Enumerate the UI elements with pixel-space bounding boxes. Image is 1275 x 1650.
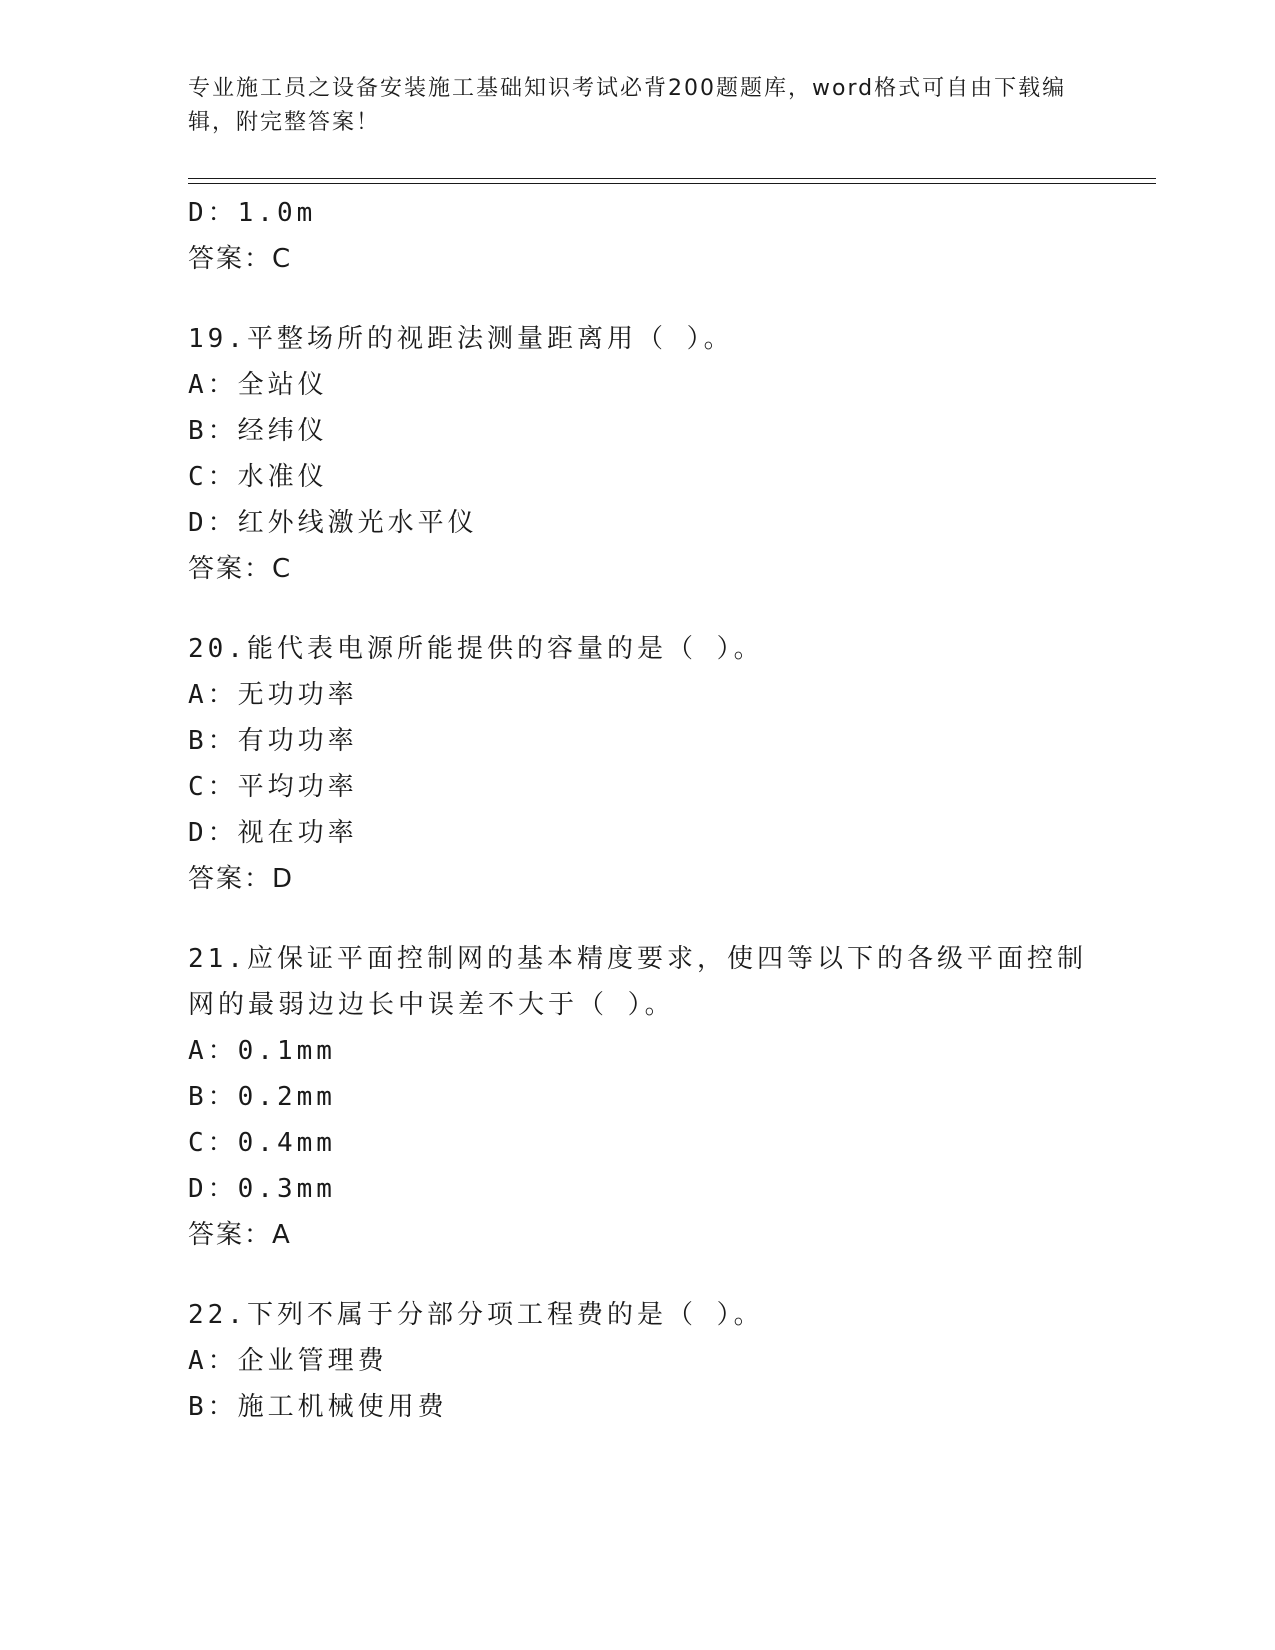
answer: 答案：D <box>188 864 295 894</box>
option-d: D：红外线激光水平仪 <box>188 508 478 538</box>
option-b: B：0.2mm <box>188 1082 336 1112</box>
question-stem: 22.下列不属于分部分项工程费的是（ ）。 <box>188 1300 764 1330</box>
question-list <box>188 190 1088 1430</box>
option-c: C：0.4mm <box>188 1128 336 1158</box>
option-d: D：0.3mm <box>188 1174 336 1204</box>
page-header <box>188 72 1068 140</box>
answer: 答案：A <box>188 1220 292 1250</box>
option-a: A：全站仪 <box>188 370 328 400</box>
option-b: B：有功功率 <box>188 726 358 756</box>
answer: 答案：C <box>188 244 293 274</box>
document-title: 专业施工员之设备安装施工基础知识考试必背200题题库，word格式可自由下载编辑，附完整答案！ <box>188 76 1067 135</box>
option-a: A：0.1mm <box>188 1036 336 1066</box>
option-a: A：无功功率 <box>188 680 358 710</box>
header-rule-bottom <box>188 183 1156 184</box>
option-a: A：企业管理费 <box>188 1346 388 1376</box>
header-rule-top <box>188 178 1156 179</box>
option-c: C：平均功率 <box>188 772 358 802</box>
option-c: C：水准仪 <box>188 462 328 492</box>
answer: 答案：C <box>188 554 293 584</box>
question-22 <box>188 1292 1088 1430</box>
option-b: B：经纬仪 <box>188 416 328 446</box>
question-stem: 19.平整场所的视距法测量距离用（ ）。 <box>188 324 734 354</box>
option-d: D：视在功率 <box>188 818 358 848</box>
option-b: B：施工机械使用费 <box>188 1392 448 1422</box>
question-stem: 21.应保证平面控制网的基本精度要求，使四等以下的各级平面控制网的最弱边边长中误差不大于（ ）。 <box>188 944 1087 1020</box>
option-d: D：1.0m <box>188 198 317 228</box>
question-20 <box>188 626 1088 902</box>
question-21 <box>188 936 1088 1258</box>
question-stem: 20.能代表电源所能提供的容量的是（ ）。 <box>188 634 764 664</box>
question-fragment <box>188 190 1088 282</box>
question-19 <box>188 316 1088 592</box>
